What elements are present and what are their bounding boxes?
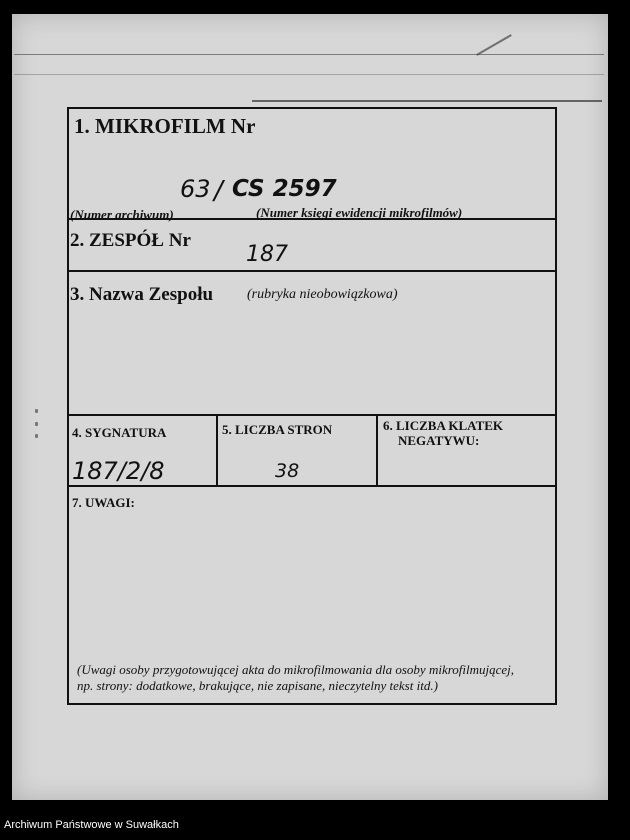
section6-label-line1: 6. LICZBA KLATEK <box>383 418 504 433</box>
archive-number-label: (Numer archiwum) <box>70 207 174 222</box>
scan-dot <box>35 409 38 413</box>
scan-line <box>252 100 602 102</box>
section7-label: 7. UWAGI: <box>72 495 135 510</box>
section2-label: 2. ZESPÓŁ Nr <box>70 230 191 251</box>
section5-label: 5. LICZBA STRON <box>222 422 333 437</box>
section6-label-line2: NEGATYWU: <box>398 433 480 448</box>
section3-label: 3. Nazwa Zespołu <box>70 284 214 305</box>
divider <box>67 270 557 272</box>
archive-footer-label: Archiwum Państwowe w Suwałkach <box>4 819 179 831</box>
column-divider <box>376 414 378 486</box>
slash-separator: / <box>214 176 223 206</box>
filmbook-number-label: (Numer księgi ewidencji mikrofilmów) <box>256 205 463 220</box>
section3-note: (rubryka nieobowiązkowa) <box>247 287 398 302</box>
scan-line <box>14 54 604 55</box>
scan-dot <box>35 422 38 426</box>
section4-label: 4. SYGNATURA <box>72 425 167 440</box>
filmbook-number-value: CS 2597 <box>232 176 337 202</box>
remarks-note-line2: np. strony: dodatkowe, brakujące, nie zapisane, nieczytelny tekst itd.) <box>77 678 438 693</box>
signature-value: 187/2/8 <box>72 457 165 485</box>
scan-dot <box>35 434 38 438</box>
fonds-number-value: 187 <box>246 242 288 267</box>
archive-number-value: 63 <box>180 175 211 203</box>
divider <box>67 485 557 487</box>
column-divider <box>216 414 218 486</box>
remarks-note-line1: (Uwagi osoby przygotowującej akta do mikrofilmowania dla osoby mikrofilmującej, <box>77 662 515 677</box>
pen-stroke <box>476 34 512 56</box>
section1-label: 1. MIKROFILM Nr <box>74 114 256 138</box>
pages-value: 38 <box>275 460 300 482</box>
scan-line <box>14 74 604 75</box>
divider <box>67 414 557 416</box>
